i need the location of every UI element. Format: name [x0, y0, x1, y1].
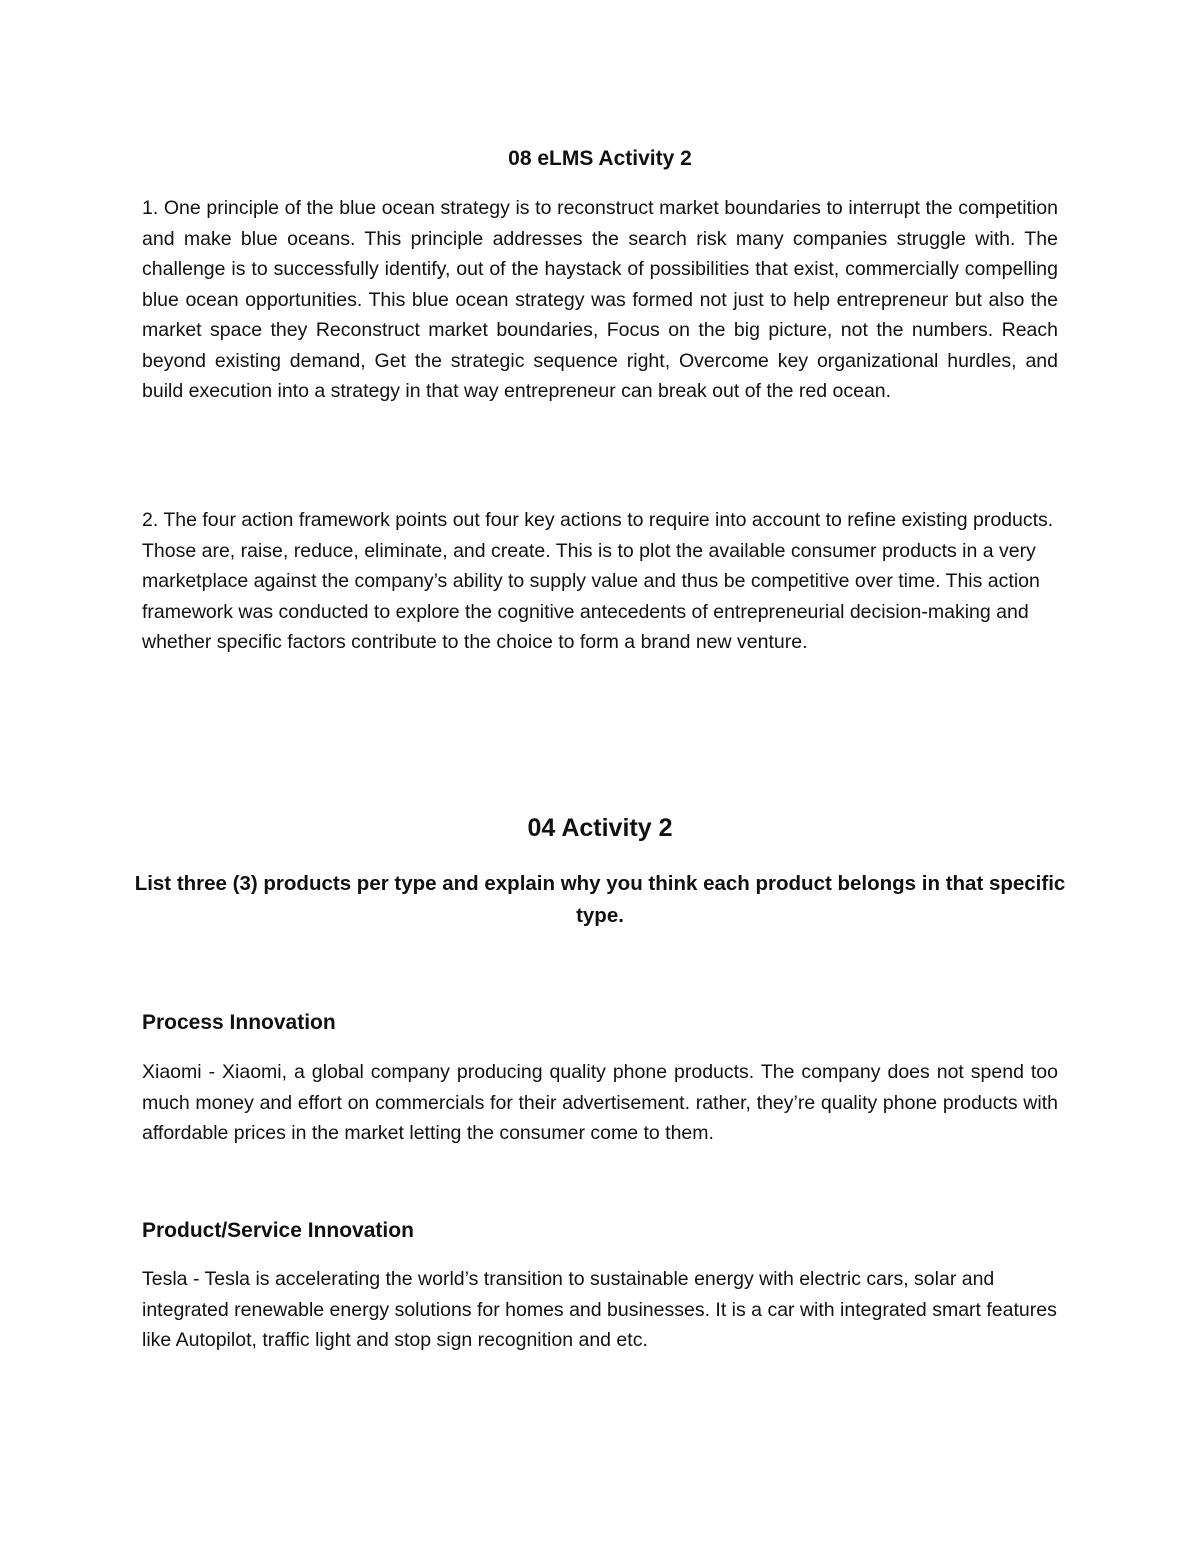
answer-2-paragraph: 2. The four action framework points out four key actions to require into account to refine existing products. Those are, raise, reduce, eliminate, and create. This is to plot the available consumer products in a very marketplace against the company’s ability to supply value and thus be competitive over time. This action framework was conducted to explore the cognitive antecedents of entrepreneurial decision-making and whether specific factors contribute to the choice to form a brand new venture. [142, 509, 1054, 653]
instruction-text: List three (3) products per type and explain why you think each product belongs in that specific type. [134, 872, 1066, 927]
process-innovation-paragraph: Xiaomi - Xiaomi, a global company producing quality phone products. The company does not spend too much money and effort on commercials for their advertisement. rather, they’re quality phone products with affordable prices in the market letting the consumer come to them. [142, 1061, 1058, 1144]
product-innovation-heading: Product/Service Innovation [142, 1219, 414, 1242]
section2-title: 04 Activity 2 [527, 814, 673, 842]
answer-1-paragraph: 1. One principle of the blue ocean strategy is to reconstruct market boundaries to interrupt the competition and make blue oceans. This principle addresses the search risk many companies struggle with. The challenge is to successfully identify, out of the haystack of possibilities that exist, commercially compelling blue ocean opportunities. This blue ocean strategy was formed not just to help entrepreneur but also the market space they Reconstruct market boundaries, Focus on the big picture, not the numbers. Reach beyond existing demand, Get the strategic sequence right, Overcome key organizational hurdles, and build execution into a strategy in that way entrepreneur can break out of the red ocean. [142, 197, 1058, 402]
product-innovation-paragraph: Tesla - Tesla is accelerating the world’s transition to sustainable energy with electric cars, solar and integrated renewable energy solutions for homes and businesses. It is a car with integrated smart features like Autopilot, traffic light and stop sign recognition and etc. [142, 1268, 1057, 1351]
section1-title: 08 eLMS Activity 2 [508, 147, 692, 170]
process-innovation-heading: Process Innovation [142, 1011, 336, 1034]
